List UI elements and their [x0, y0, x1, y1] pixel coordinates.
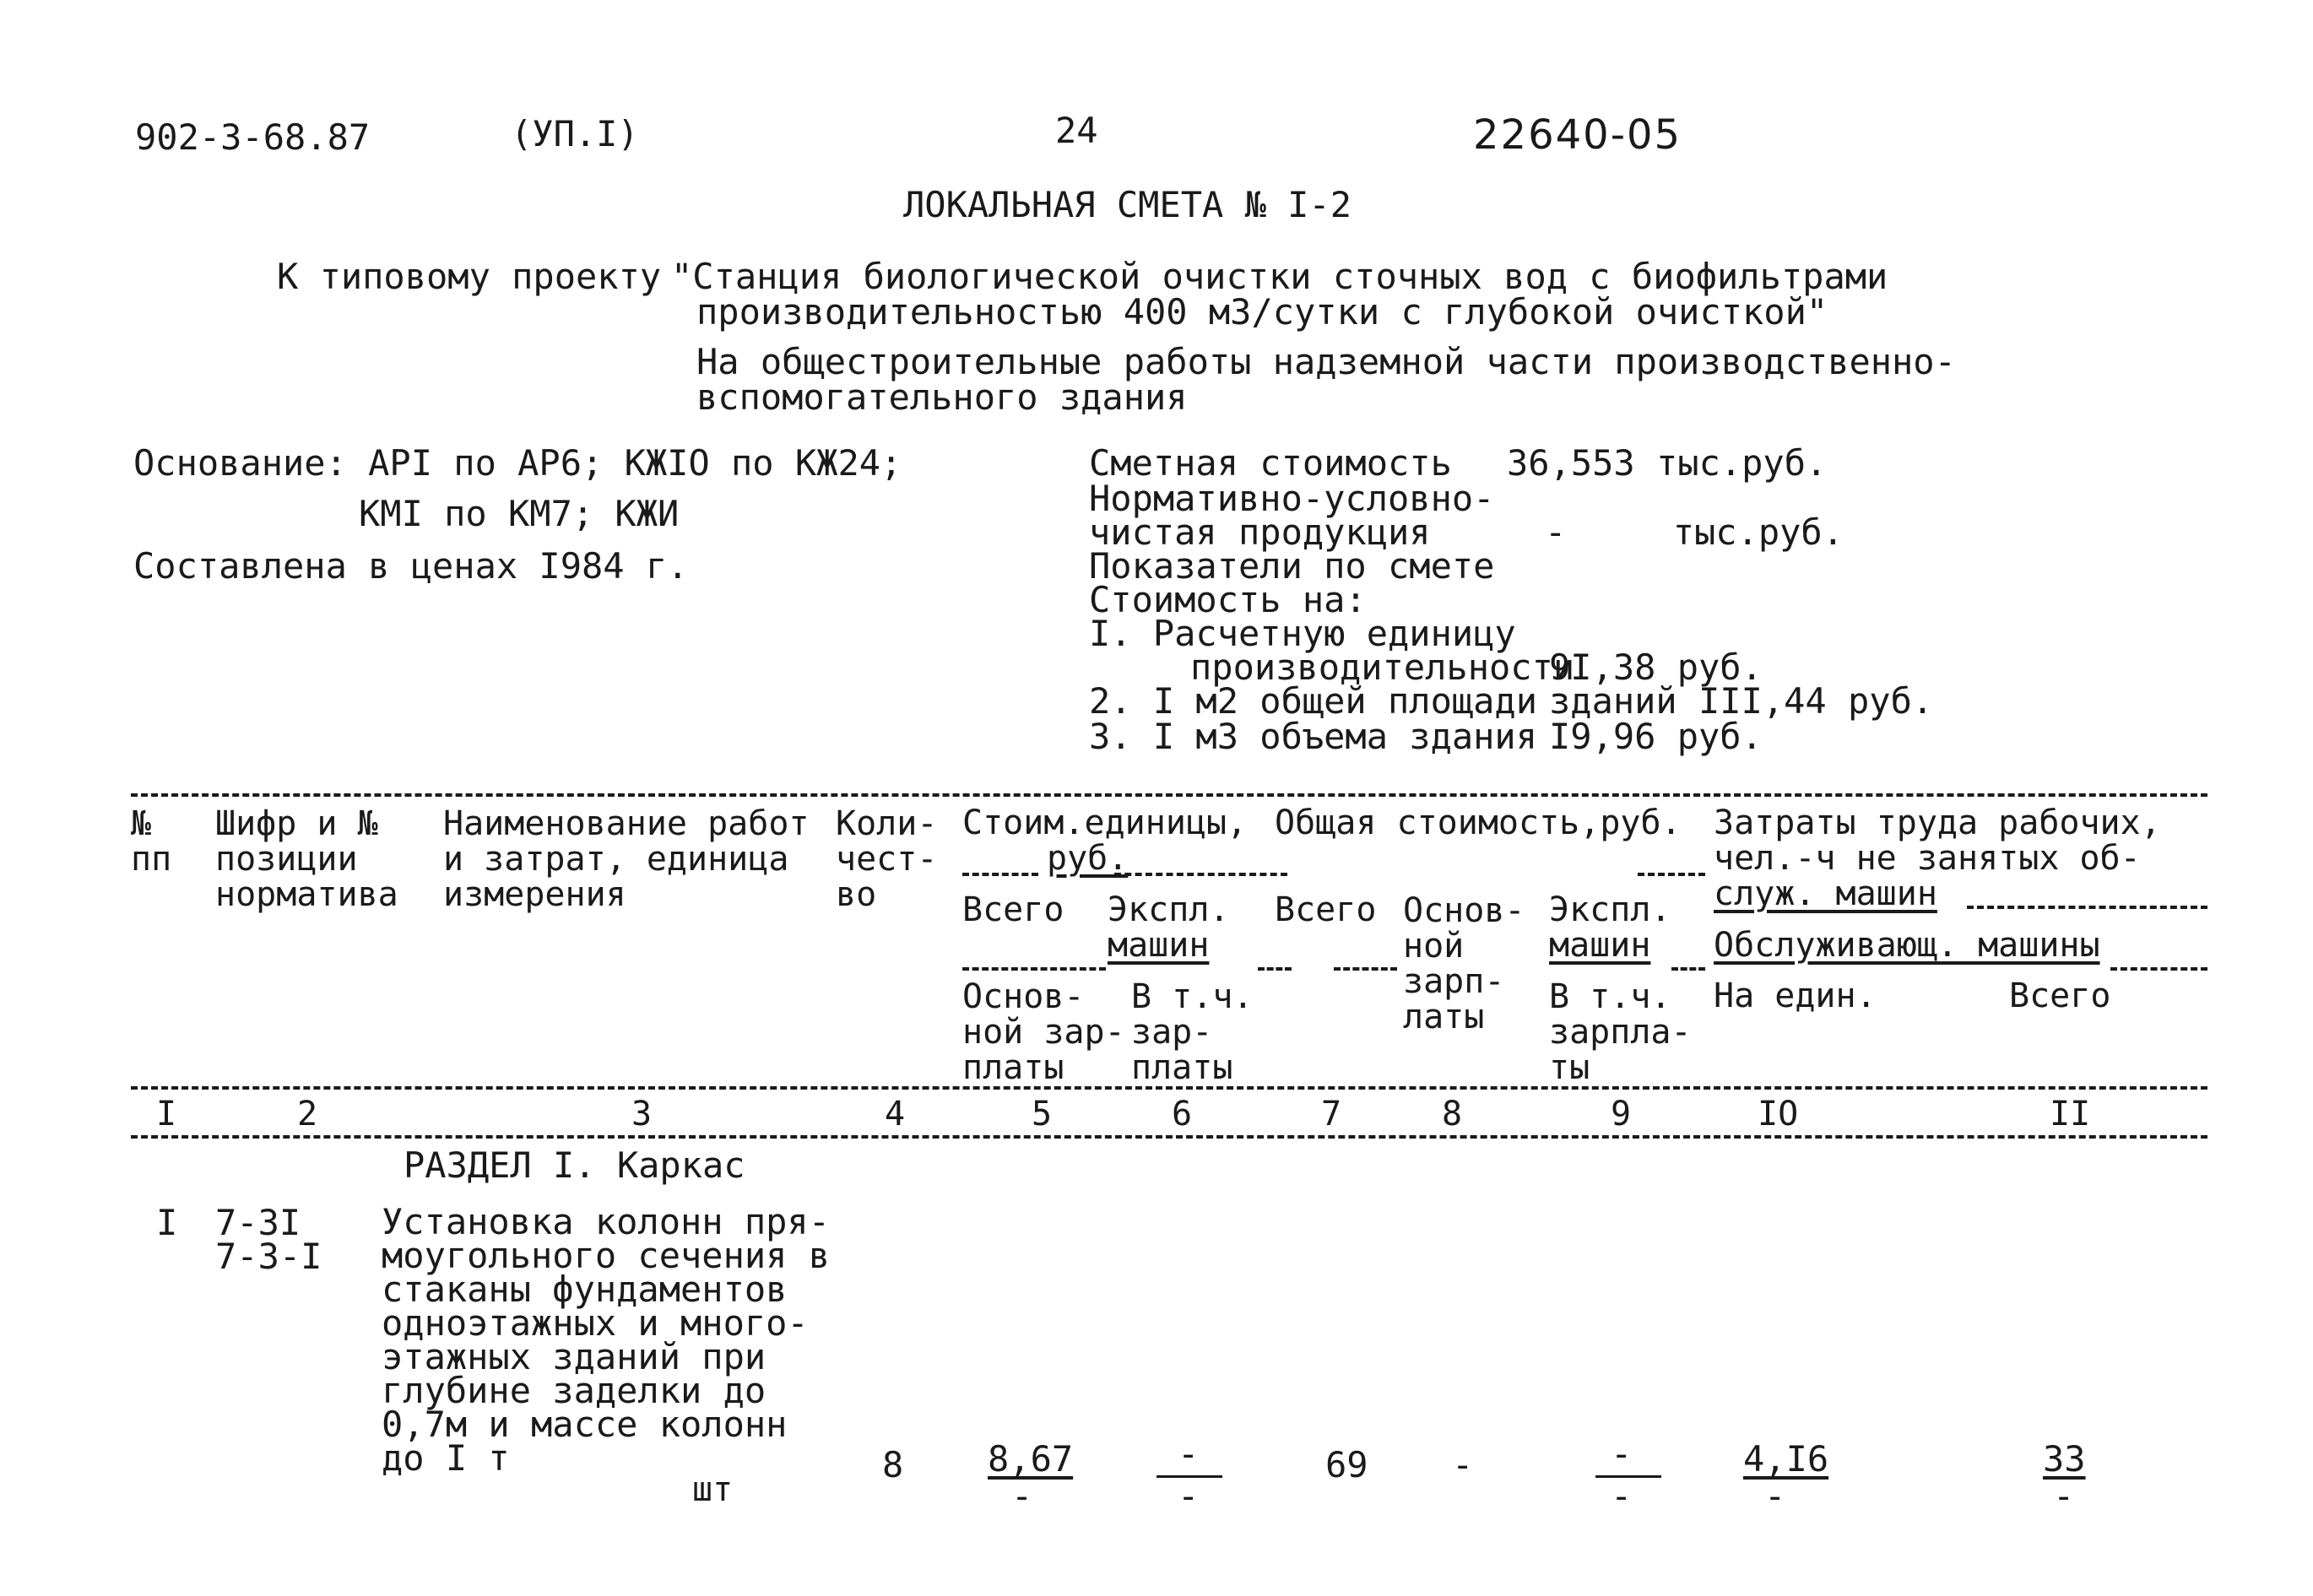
header-col4-line: во	[836, 875, 877, 914]
cost-per-label: Стоимость на:	[1089, 579, 1367, 620]
row-labor-per-unit: 4,I6	[1743, 1438, 1829, 1480]
header-total-labor: Всего	[2009, 977, 2111, 1015]
header-col2	[215, 806, 398, 912]
row-number: I	[156, 1202, 178, 1243]
norm-product-label2: чистая продукция	[1089, 511, 1431, 553]
header-vsego-total: Всего	[1275, 890, 1377, 929]
header-bottom-rule	[131, 1086, 2207, 1090]
project-name-line2: производительностью 400 м3/сутки с глубокой очисткой"	[696, 291, 1828, 333]
header-basic-salary-line: ной зар-	[962, 1013, 1125, 1052]
header-osnov-line: латы	[1403, 998, 1485, 1036]
row-code-2: 7-3-I	[215, 1236, 322, 1277]
row-unit-machines: -	[1178, 1433, 1200, 1474]
row-work-name-line: моугольного сечения в	[382, 1235, 831, 1276]
row-work-name	[382, 1201, 831, 1479]
subrule	[1114, 873, 1287, 876]
header-osnov-zarp	[1403, 893, 1525, 1035]
header-col3-line: измерения	[443, 875, 626, 914]
column-number: 3	[631, 1095, 653, 1133]
header-col4-line: Коли-	[836, 804, 938, 843]
header-unit-cost-rub: руб.	[1047, 839, 1129, 878]
estimate-cost-label: Сметная стоимость	[1089, 442, 1452, 484]
header-expl-total-2: машин	[1549, 926, 1651, 965]
basis-line1: Основание: АРI по АР6; КЖIО по КЖ24;	[133, 442, 902, 484]
page-number: 24	[1055, 110, 1098, 151]
column-number: IO	[1758, 1095, 1799, 1133]
indicator-2-label: 2. I м2 общей площади	[1089, 680, 1538, 722]
page-title: ЛОКАЛЬНАЯ СМЕТА № I-2	[903, 184, 1352, 225]
header-col3-line: Наименование работ	[443, 804, 810, 843]
row-unit-cost-salary: -	[1011, 1475, 1033, 1517]
project-prefix: К типовому проекту	[277, 256, 662, 297]
header-osnov-line: Основ-	[1403, 891, 1525, 930]
column-number: 2	[297, 1095, 318, 1133]
row-unit: шт	[692, 1470, 734, 1509]
price-basis: Составлена в ценах I984 г.	[133, 545, 689, 587]
row-labor-per-unit-serving: -	[1764, 1475, 1786, 1517]
header-incl-salary-b-line: зарпла-	[1549, 1013, 1692, 1052]
header-labor-line1: Затраты труда рабочих,	[1714, 803, 2161, 842]
indicator-1-label-cont: производительности	[1190, 647, 1575, 688]
project-name-line1: "Станция биологической очистки сточных вод с биофильтрами	[671, 256, 1888, 297]
row-total-machines: -	[1611, 1433, 1633, 1474]
header-col2-line: Шифр и №	[215, 804, 378, 843]
row-work-name-line: этажных зданий при	[382, 1336, 766, 1377]
row-code-1: 7-3I	[215, 1202, 301, 1243]
subrule	[962, 967, 1106, 971]
scope-line2: вспомогательного здания	[696, 376, 1188, 418]
header-osnov-line: зарп-	[1403, 962, 1505, 1001]
header-vsego-unit: Всего	[962, 890, 1064, 929]
header-per-unit: На един.	[1714, 977, 1877, 1015]
column-numbers-rule	[131, 1135, 2207, 1139]
indicator-3-label: 3. I м3 объема здания	[1089, 716, 1538, 757]
header-incl-salary-b-line: В т.ч.	[1549, 977, 1671, 1016]
header-incl-salary-a	[1131, 979, 1254, 1085]
section-title: РАЗДЕЛ I. Каркас	[404, 1144, 745, 1186]
indicator-1-label: I. Расчетную единицу	[1089, 613, 1516, 654]
column-number: 8	[1442, 1095, 1463, 1133]
header-expl-unit-1: Экспл.	[1108, 890, 1230, 929]
row-work-name-line: стаканы фундаментов	[382, 1269, 788, 1310]
indicator-2-value: зданий III,44 руб.	[1549, 680, 1934, 722]
basis-line2: КМI по КМ7; КЖИ	[359, 493, 680, 534]
subrule	[1638, 873, 1705, 876]
subrule	[2110, 967, 2207, 971]
header-basic-salary-line: Основ-	[962, 977, 1085, 1016]
row-work-name-line: глубине заделки до	[382, 1370, 766, 1411]
header-basic-salary	[962, 979, 1125, 1085]
header-col1	[131, 806, 171, 877]
indicator-1-value: 9I,38 руб.	[1549, 647, 1763, 688]
column-number: 7	[1321, 1095, 1342, 1133]
norm-product-value: - тыс.руб.	[1545, 511, 1844, 553]
header-incl-salary-b-line: ты	[1549, 1048, 1590, 1087]
document-number: 22640-05	[1473, 111, 1682, 159]
row-labor-total: 33	[2043, 1438, 2086, 1480]
header-col1-line: пп	[131, 840, 172, 879]
header-incl-salary-a-line: зар-	[1131, 1013, 1213, 1052]
row-work-name-line: одноэтажных и много-	[382, 1302, 809, 1344]
column-number: 4	[885, 1095, 906, 1133]
project-code: 902-3-68.87	[135, 116, 371, 158]
row-labor-total-serving: -	[2053, 1475, 2075, 1517]
header-incl-salary-b	[1549, 979, 1692, 1085]
header-labor-line3: служ. машин	[1714, 874, 1937, 913]
header-col4-line: чест-	[836, 840, 938, 879]
header-col1-line: №	[131, 804, 152, 843]
header-col2-line: позиции	[215, 840, 358, 879]
column-number: 5	[1032, 1095, 1053, 1133]
header-basic-salary-line: платы	[962, 1048, 1064, 1087]
scope-line1: На общестроительные работы надземной части производственно-	[696, 341, 1956, 382]
indicator-3-value: I9,96 руб.	[1549, 716, 1763, 757]
indicators-label: Показатели по смете	[1089, 545, 1495, 587]
header-col3-line: и затрат, единица	[443, 840, 789, 879]
header-col3	[443, 806, 809, 912]
subrule	[1258, 967, 1292, 971]
subrule	[1671, 967, 1705, 971]
row-total-salary: -	[1452, 1444, 1474, 1485]
column-number: I	[156, 1095, 177, 1133]
column-number: 9	[1611, 1095, 1632, 1133]
header-expl-total-1: Экспл.	[1549, 890, 1671, 929]
header-expl-unit-2: машин	[1108, 926, 1210, 965]
volume-label: (УП.I)	[511, 113, 639, 154]
header-unit-cost: Стоим.единицы,	[962, 803, 1248, 842]
row-work-name-line: 0,7м и массе колонн	[382, 1404, 788, 1445]
header-serving-machines: Обслуживающ. машины	[1714, 926, 2100, 965]
header-incl-salary-a-line: платы	[1131, 1048, 1233, 1087]
header-col2-line: норматива	[215, 875, 398, 914]
row-work-name-line: до I т	[382, 1437, 510, 1479]
subrule	[1967, 906, 2207, 909]
header-incl-salary-a-line: В т.ч.	[1131, 977, 1254, 1016]
norm-product-label1: Нормативно-условно-	[1089, 478, 1495, 519]
column-number: II	[2050, 1095, 2091, 1133]
row-total-cost: 69	[1325, 1444, 1368, 1485]
table-top-rule	[131, 793, 2207, 797]
header-labor-line2: чел.-ч не занятых об-	[1714, 839, 2141, 878]
header-total-cost: Общая стоимость,руб.	[1275, 803, 1682, 842]
row-unit-machines-salary: -	[1178, 1475, 1200, 1517]
header-col4	[836, 806, 937, 912]
row-work-name-line: Установка колонн пря-	[382, 1201, 831, 1242]
row-quantity: 8	[882, 1444, 904, 1485]
subrule	[962, 873, 1038, 876]
column-number: 6	[1172, 1095, 1193, 1133]
subrule	[1334, 967, 1397, 971]
estimate-cost-value: 36,553 тыс.руб.	[1507, 442, 1828, 484]
row-total-machines-salary: -	[1611, 1475, 1633, 1517]
row-unit-cost-total: 8,67	[988, 1438, 1074, 1480]
header-osnov-line: ной	[1403, 927, 1465, 966]
